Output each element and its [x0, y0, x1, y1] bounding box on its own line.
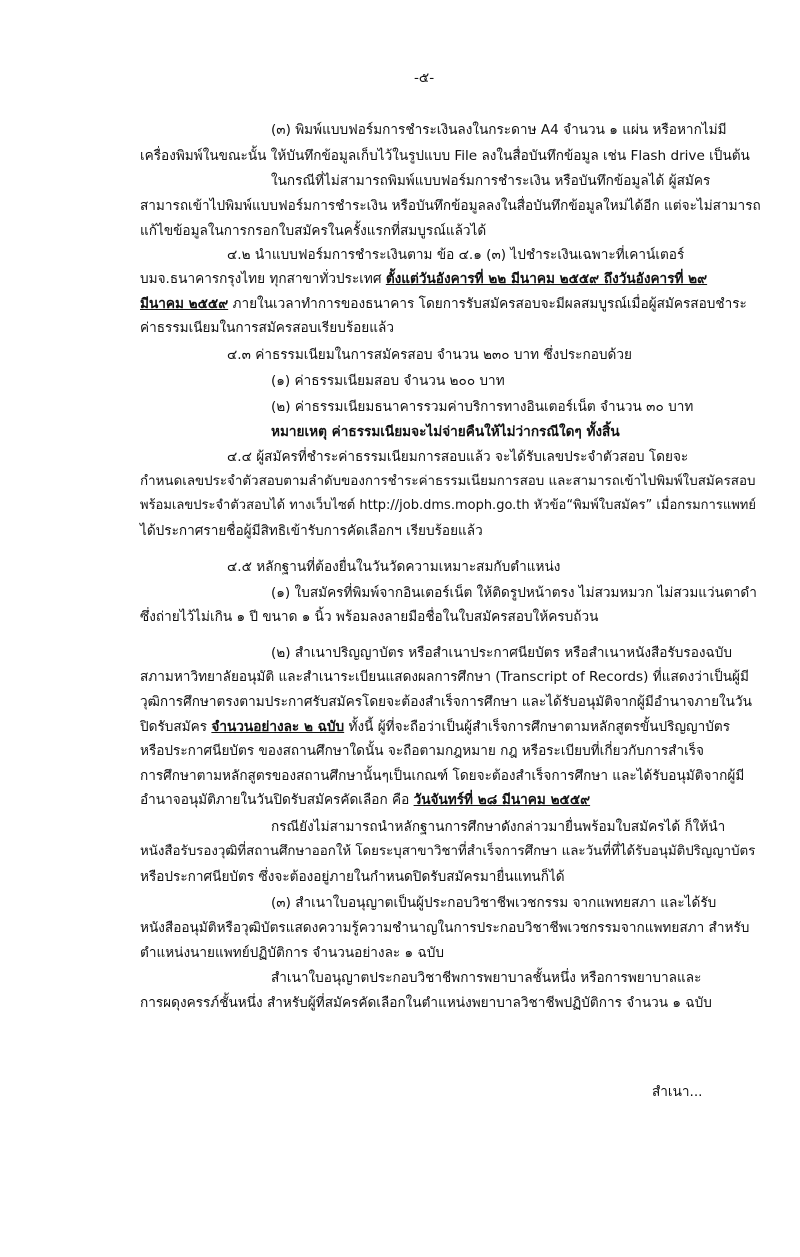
text-line	[140, 294, 747, 314]
date-range-emphasis: ตั้งแต่วันอังคารที่ ๒๒ มีนาคม ๒๕๕๙ ถึงวันอังคารที่ ๒๙	[385, 271, 708, 287]
text-segment: ทั้งนี้ ผู้ที่จะถือว่าเป็นผู้สำเร็จการศึกษาตามหลักสูตรขั้นปริญญาบัตร	[344, 719, 730, 735]
text-line: หนังสือรับรองวุฒิที่สถานศึกษาออกให้ โดยระบุสาขาวิชาที่สำเร็จการศึกษา และวันที่ที่ได้รับอนุมัติปริญญาบัตร	[140, 844, 756, 859]
text-line: ได้ประกาศรายชื่อผู้มีสิทธิเข้ารับการคัดเลือกฯ เรียบร้อยแล้ว	[140, 523, 483, 539]
text-line: แก้ไขข้อมูลในการกรอกใบสมัครในครั้งแรกที่สมบูรณ์แล้วได้	[140, 223, 487, 239]
text-line: (๑) ใบสมัครที่พิมพ์จากอินเตอร์เน็ต ให้ติดรูปหน้าตรง ไม่สวมหมวก ไม่สวมแว่นตาดำ	[271, 585, 757, 601]
text-line: สามารถเข้าไปพิมพ์แบบฟอร์มการชำระเงิน หรือบันทึกข้อมูลลงในสื่อบันทึกข้อมูลใหม่ได้อีก แต่จะไม่สามารถ	[140, 198, 761, 214]
text-line: (๓) พิมพ์แบบฟอร์มการชำระเงินลงในกระดาษ A4 จำนวน ๑ แผ่น หรือหากไม่มี	[271, 122, 727, 138]
text-segment: ภายในเวลาทำการของธนาคาร โดยการรับสมัครสอบจะมีผลสมบูรณ์เมื่อผู้สมัครสอบชำระ	[228, 296, 747, 312]
text-line: ค่าธรรมเนียมในการสมัครสอบเรียบร้อยแล้ว	[140, 320, 394, 336]
text-line: ซึ่งถ่ายไว้ไม่เกิน ๑ ปี ขนาด ๑ นิ้ว พร้อมลงลายมือชื่อในใบสมัครสอบให้ครบถ้วน	[140, 609, 599, 625]
text-line: (๒) สำเนาปริญญาบัตร หรือสำเนาประกาศนียบัตร หรือสำเนาหนังสือรับรองฉบับ	[271, 645, 733, 661]
text-line: ตำแหน่งนายแพทย์ปฏิบัติการ จำนวนอย่างละ ๑ ฉบับ	[140, 945, 444, 961]
text-line: ในกรณีที่ไม่สามารถพิมพ์แบบฟอร์มการชำระเงิน หรือบันทึกข้อมูลได้ ผู้สมัคร	[271, 173, 711, 189]
text-line	[140, 269, 707, 289]
text-line	[140, 790, 590, 810]
text-line: ๔.๒ นำแบบฟอร์มการชำระเงินตาม ข้อ ๔.๑ (๓) ไปชำระเงินเฉพาะที่เคาน์เตอร์	[227, 247, 685, 263]
text-line: ๔.๕ หลักฐานที่ต้องยื่นในวันวัดความเหมาะสมกับตำแหน่ง	[227, 559, 561, 575]
text-segment: ปิดรับสมัคร	[140, 719, 212, 735]
text-segment: อำนาจอนุมัติภายในวันปิดรับสมัครคัดเลือก คือ	[140, 792, 414, 808]
deadline-emphasis: วันจันทร์ที่ ๒๘ มีนาคม ๒๕๕๙	[413, 792, 591, 808]
text-line: หนังสืออนุมัติหรือวุฒิบัตรแสดงความรู้ความชำนาญในการประกอบวิชาชีพเวชกรรมจากแพทยสภา สำหรับ	[140, 920, 750, 936]
text-line: ๔.๔ ผู้สมัครที่ชำระค่าธรรมเนียมการสอบแล้ว จะได้รับเลขประจำตัวสอบ โดยจะ	[227, 449, 689, 465]
text-line: สำเนาใบอนุญาตประกอบวิชาชีพการพยาบาลชั้นหนึ่ง หรือการพยาบาลและ	[271, 970, 702, 986]
text-line: การศึกษาตามหลักสูตรของสถานศึกษานั้นๆเป็นเกณฑ์ โดยจะต้องสำเร็จการศึกษา และได้รับอนุมัติจากผู้มี	[140, 768, 745, 784]
text-line: ๔.๓ ค่าธรรมเนียมในการสมัครสอบ จำนวน ๒๓๐ บาท ซึ่งประกอบด้วย	[227, 347, 632, 363]
text-line: กำหนดเลขประจำตัวสอบตามลำดับของการชำระค่าธรรมเนียมการสอบ และสามารถเข้าไปพิมพ์ใบสมัครสอบ	[140, 474, 756, 489]
continuation-marker: สำเนา...	[652, 1084, 703, 1100]
note-line: หมายเหตุ ค่าธรรมเนียมจะไม่จ่ายคืนให้ไม่ว่ากรณีใดๆ ทั้งสิ้น	[271, 424, 620, 440]
text-line: วุฒิการศึกษาตรงตามประกาศรับสมัครโดยจะต้องสำเร็จการศึกษา และได้รับอนุมัติจากผู้มีอำนาจภายในวัน	[140, 694, 752, 710]
text-line: หรือประกาศนียบัตร ซึ่งจะต้องอยู่ภายในกำหนดปิดรับสมัครมายื่นแทนก็ได้	[140, 869, 565, 885]
text-segment: บมจ.ธนาคารกรุงไทย ทุกสาขาทั่วประเทศ	[140, 271, 386, 287]
text-line: เครื่องพิมพ์ในขณะนั้น ให้บันทึกข้อมูลเก็บไว้ในรูปแบบ File ลงในสื่อบันทึกข้อมูล เช่น Flash drive เป็นต้น	[140, 148, 750, 164]
text-line	[140, 717, 730, 737]
date-range-emphasis: มีนาคม ๒๕๕๙	[140, 296, 229, 312]
text-line: สภามหาวิทยาลัยอนุมัติ และสำเนาระเบียนแสดงผลการศึกษา (Transcript of Records) ที่แสดงว่าเป็นผู้มี	[140, 669, 749, 685]
text-line: (๓) สำเนาใบอนุญาตเป็นผู้ประกอบวิชาชีพเวชกรรม จากแพทยสภา และได้รับ	[271, 895, 717, 911]
text-line: (๑) ค่าธรรมเนียมสอบ จำนวน ๒๐๐ บาท	[271, 373, 505, 389]
text-line: กรณียังไม่สามารถนำหลักฐานการศึกษาดังกล่าวมายื่นพร้อมใบสมัครได้ ก็ให้นำ	[271, 819, 726, 835]
copies-emphasis: จำนวนอย่างละ ๒ ฉบับ	[211, 719, 345, 735]
text-line: การผดุงครรภ์ชั้นหนึ่ง สำหรับผู้ที่สมัครคัดเลือกในตำแหน่งพยาบาลวิชาชีพปฏิบัติการ จำนวน ๑ ฉบับ	[140, 995, 712, 1011]
text-line: หรือประกาศนียบัตร ของสถานศึกษาใดนั้น จะถือตามกฎหมาย กฎ หรือระเบียบที่เกี่ยวกับการสำเร็จ	[140, 743, 705, 759]
text-line: พร้อมเลขประจำตัวสอบได้ ทางเว็บไซต์ http://job.dms.moph.go.th หัวข้อ“พิมพ์ใบสมัคร” เมื่อกรมการแพทย์	[140, 498, 756, 513]
page-number: -๕-	[414, 70, 435, 86]
text-line: (๒) ค่าธรรมเนียมธนาคารรวมค่าบริการทางอินเตอร์เน็ต จำนวน ๓๐ บาท	[271, 399, 694, 415]
